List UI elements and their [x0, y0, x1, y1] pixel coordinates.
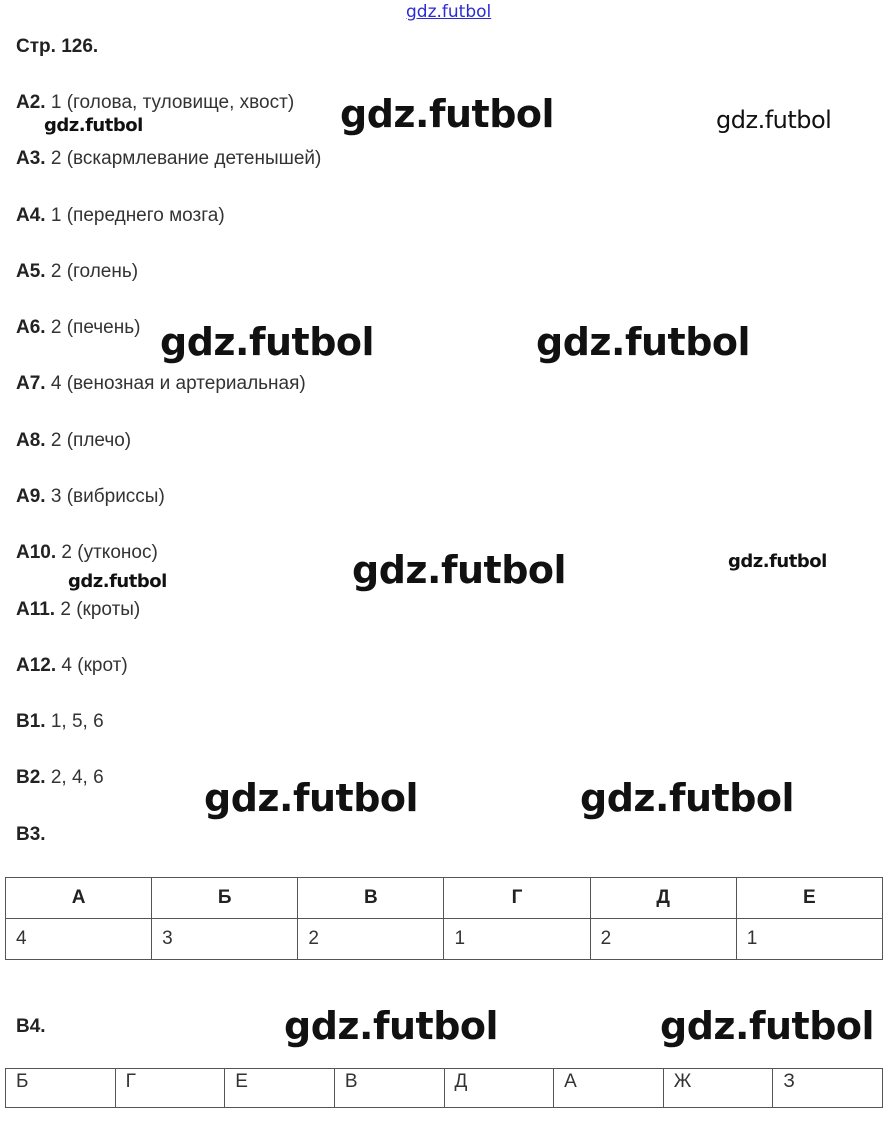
watermark: gdz.futbol: [580, 776, 795, 820]
table-cell: Д: [444, 1069, 554, 1108]
table-cell: В: [334, 1069, 444, 1108]
answer-b4: В4.: [16, 1016, 46, 1037]
answer-a8: А8. 2 (плечо): [16, 430, 132, 451]
answer-a4: А4. 1 (переднего мозга): [16, 205, 225, 226]
table-cell: А: [554, 1069, 664, 1108]
watermark: gdz.futbol: [204, 776, 419, 820]
table-cell: З: [773, 1069, 883, 1108]
table-cell: Б: [6, 1069, 116, 1108]
answer-a12: А12. 4 (крот): [16, 655, 128, 676]
watermark: gdz.futbol: [716, 106, 832, 134]
table-header-cell: Б: [152, 878, 298, 919]
table-header-row: [6, 878, 883, 919]
watermark: gdz.futbol: [284, 1004, 499, 1048]
table-cell: Ж: [663, 1069, 773, 1108]
table-cell: 2: [298, 919, 444, 960]
top-watermark-link[interactable]: gdz.futbol: [406, 2, 492, 22]
answer-a6: А6. 2 (печень): [16, 317, 141, 338]
answer-b3: В3.: [16, 824, 46, 845]
watermark: gdz.futbol: [160, 320, 375, 364]
watermark: gdz.futbol: [536, 320, 751, 364]
answer-a10: А10. 2 (утконос): [16, 542, 158, 563]
watermark: gdz.futbol: [68, 571, 167, 592]
answer-a11: А11. 2 (кроты): [16, 599, 141, 620]
answer-b1: В1. 1, 5, 6: [16, 711, 104, 732]
table-cell: 3: [152, 919, 298, 960]
table-header-cell: В: [298, 878, 444, 919]
watermark: gdz.futbol: [352, 548, 567, 592]
watermark: gdz.futbol: [340, 92, 555, 136]
table-cell: 2: [590, 919, 736, 960]
answer-a5: А5. 2 (голень): [16, 261, 139, 282]
watermark: gdz.futbol: [728, 551, 827, 572]
table-cell: Е: [225, 1069, 335, 1108]
watermark: gdz.futbol: [44, 115, 143, 136]
b3-answer-table: [5, 877, 883, 960]
table-cell: 4: [6, 919, 152, 960]
table-header-cell: Д: [590, 878, 736, 919]
table-row: [6, 1069, 883, 1108]
answer-a9: А9. 3 (вибриссы): [16, 486, 165, 507]
answer-a7: А7. 4 (венозная и артериальная): [16, 373, 306, 394]
table-row: [6, 919, 883, 960]
answer-b2: В2. 2, 4, 6: [16, 767, 104, 788]
page-title: Стр. 126.: [16, 36, 99, 57]
table-header-cell: Г: [444, 878, 590, 919]
answer-a2: А2. 1 (голова, туловище, хвост): [16, 92, 295, 113]
table-cell: 1: [444, 919, 590, 960]
answer-a3: А3. 2 (вскармлевание детенышей): [16, 148, 322, 169]
b4-answer-table: [5, 1068, 883, 1108]
table-header-cell: Е: [736, 878, 882, 919]
table-cell: Г: [115, 1069, 225, 1108]
table-cell: 1: [736, 919, 882, 960]
table-header-cell: А: [6, 878, 152, 919]
watermark: gdz.futbol: [660, 1004, 875, 1048]
